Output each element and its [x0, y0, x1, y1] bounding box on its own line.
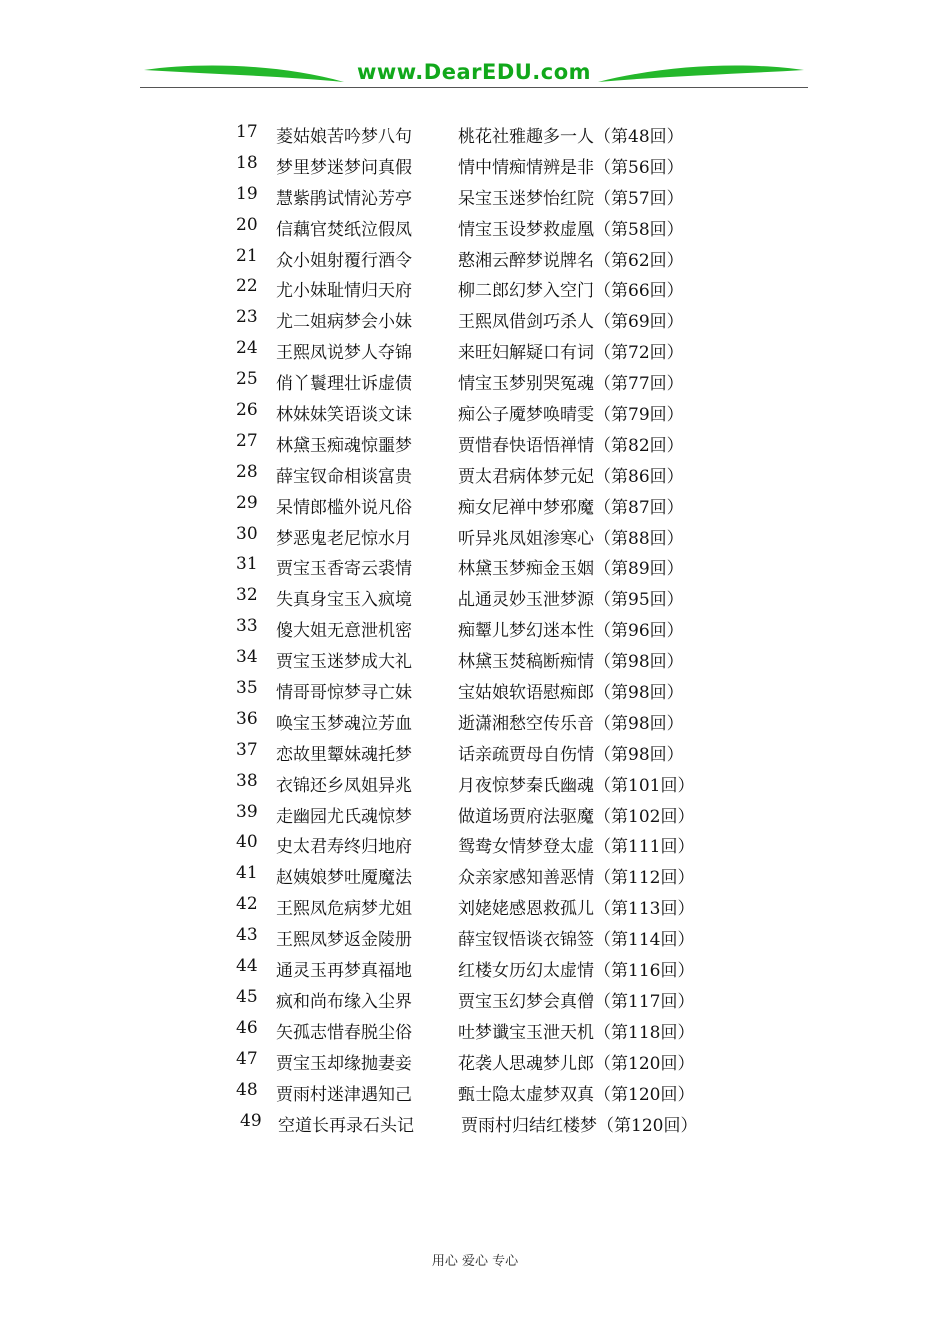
couplet-second-line: 林黛玉焚稿断痴情（第98回）	[458, 652, 684, 673]
couplet-second-line: 情宝玉设梦救虚凰（第58回）	[458, 219, 684, 240]
row-number: 41	[236, 863, 258, 884]
row-number: 31	[236, 554, 258, 575]
couplet-second-line: 红楼女历幻太虚情（第116回）	[458, 961, 695, 982]
row-number: 29	[236, 492, 258, 513]
list-item	[232, 303, 732, 334]
list-item	[232, 890, 732, 921]
list-item	[232, 458, 732, 489]
list-item	[232, 767, 732, 798]
row-number: 48	[236, 1079, 258, 1100]
couplet-second-line: 桃花社雅趣多一人（第48回）	[458, 127, 684, 147]
couplet-second-line: 刘姥姥感恩救孤儿（第113回）	[458, 899, 695, 920]
list-item	[232, 736, 732, 767]
couplet-second-line: 贾宝玉幻梦会真僧（第117回）	[458, 991, 695, 1012]
couplet-first-line: 赵姨娘梦吐魇魔法	[276, 868, 412, 889]
couplet-second-line: 众亲家感知善恶情（第112回）	[458, 868, 695, 889]
row-number: 32	[236, 585, 258, 606]
couplet-second-line: 甄士隐太虚梦双真（第120回）	[458, 1084, 695, 1105]
row-number: 27	[236, 430, 258, 451]
couplet-first-line: 情哥哥惊梦寻亡妹	[276, 683, 412, 704]
list-item	[232, 1107, 732, 1138]
list-item	[232, 211, 732, 242]
list-item	[232, 365, 732, 396]
couplet-second-line: 林黛玉梦痴金玉姻（第89回）	[458, 559, 684, 580]
couplet-second-line: 花袭人思魂梦儿郎（第120回）	[458, 1053, 695, 1074]
couplet-first-line: 史太君寿终归地府	[276, 837, 412, 858]
couplet-first-line: 俏丫鬟理壮诉虚债	[276, 374, 412, 395]
couplet-second-line: 听异兆凤姐渗寒心（第88回）	[458, 528, 684, 549]
row-number: 49	[240, 1110, 262, 1131]
row-number: 26	[236, 400, 258, 421]
row-number: 45	[236, 986, 258, 1007]
couplet-first-line: 林妹妹笑语谈文诔	[276, 405, 412, 426]
list-item	[232, 427, 732, 458]
couplet-second-line: 情宝玉梦别哭冤魂（第77回）	[458, 374, 684, 395]
couplet-second-line: 情中情痴情辨是非（第56回）	[458, 157, 684, 178]
list-item	[232, 489, 732, 520]
couplet-second-line: 宝姑娘软语慰痴郎（第98回）	[458, 683, 684, 704]
list-item	[232, 118, 732, 149]
couplet-second-line: 憨湘云醉梦说牌名（第62回）	[458, 250, 684, 271]
couplet-second-line: 月夜惊梦秦氏幽魂（第101回）	[458, 775, 695, 796]
list-item	[232, 674, 732, 705]
couplet-first-line: 薛宝钗命相谈富贵	[276, 466, 412, 487]
row-number: 40	[236, 832, 258, 853]
couplet-second-line: 做道场贾府法驱魔（第102回）	[458, 806, 695, 827]
list-item	[232, 396, 732, 427]
couplet-second-line: 痴颦儿梦幻迷本性（第96回）	[458, 621, 684, 642]
row-number: 25	[236, 369, 258, 390]
row-number: 18	[236, 152, 258, 173]
row-number: 22	[236, 276, 258, 297]
couplet-first-line: 疯和尚布缘入尘界	[276, 991, 412, 1012]
list-item	[232, 149, 732, 180]
list-item	[232, 581, 732, 612]
couplet-second-line: 呆宝玉迷梦怡红院（第57回）	[458, 188, 684, 209]
couplet-first-line: 菱姑娘苦吟梦八句	[276, 127, 412, 147]
couplet-second-line: 痴女尼禅中梦邪魔（第87回）	[458, 497, 684, 518]
couplet-first-line: 梦里梦迷梦问真假	[276, 157, 412, 178]
chapter-list	[232, 118, 732, 1137]
couplet-first-line: 众小姐射覆行酒令	[276, 250, 412, 271]
list-item	[232, 798, 732, 829]
couplet-first-line: 王熙凤危病梦尤姐	[276, 899, 412, 920]
couplet-first-line: 贾宝玉香寄云裘情	[276, 559, 412, 580]
couplet-second-line: 王熙凤借剑巧杀人（第69回）	[458, 312, 684, 333]
row-number: 23	[236, 307, 258, 328]
couplet-first-line: 傻大姐无意泄机密	[276, 621, 412, 642]
couplet-first-line: 唤宝玉梦魂泣芳血	[276, 713, 412, 734]
couplet-first-line: 尤小妹耻情归天府	[276, 281, 412, 302]
couplet-second-line: 话亲疏贾母自伤情（第98回）	[458, 744, 684, 765]
row-number: 28	[236, 461, 258, 482]
list-item	[232, 550, 732, 581]
couplet-second-line: 薛宝钗悟谈衣锦签（第114回）	[458, 930, 695, 951]
row-number: 33	[236, 616, 258, 637]
row-number: 20	[236, 214, 258, 235]
couplet-second-line: 来旺妇解疑口有词（第72回）	[458, 343, 684, 364]
couplet-first-line: 贾雨村迷津遇知己	[276, 1084, 412, 1105]
list-item	[232, 643, 732, 674]
couplet-second-line: 鸳鸯女情梦登太虚（第111回）	[458, 837, 695, 858]
row-number: 17	[236, 122, 258, 142]
list-item	[232, 334, 732, 365]
couplet-first-line: 贾宝玉迷梦成大礼	[276, 652, 412, 673]
couplet-first-line: 通灵玉再梦真福地	[276, 961, 412, 982]
row-number: 21	[236, 245, 258, 266]
header-rule	[140, 87, 808, 88]
couplet-second-line: 贾太君病体梦元妃（第86回）	[458, 466, 684, 487]
row-number: 34	[236, 647, 258, 668]
list-item	[232, 952, 732, 983]
row-number: 36	[236, 708, 258, 729]
list-item	[232, 983, 732, 1014]
couplet-first-line: 失真身宝玉入疯境	[276, 590, 412, 611]
list-item	[232, 180, 732, 211]
couplet-second-line: 贾惜春快语悟禅情（第82回）	[458, 435, 684, 456]
couplet-second-line: 痴公子魇梦唤晴雯（第79回）	[458, 405, 684, 426]
list-item	[232, 242, 732, 273]
couplet-first-line: 走幽园尤氏魂惊梦	[276, 806, 412, 827]
couplet-first-line: 王熙凤说梦人夺锦	[276, 343, 412, 364]
row-number: 30	[236, 523, 258, 544]
couplet-first-line: 矢孤志惜春脱尘俗	[276, 1022, 412, 1043]
couplet-first-line: 尤二姐病梦会小妹	[276, 312, 412, 333]
row-number: 38	[236, 770, 258, 791]
row-number: 42	[236, 894, 258, 915]
row-number: 46	[236, 1017, 258, 1038]
list-item	[232, 272, 732, 303]
couplet-second-line: 乩通灵妙玉泄梦源（第95回）	[458, 590, 684, 611]
row-number: 44	[236, 956, 258, 977]
footer-text: 用心 爱心 专心	[431, 1254, 519, 1269]
couplet-first-line: 王熙凤梦返金陵册	[276, 930, 412, 951]
row-number: 47	[236, 1048, 258, 1069]
couplet-first-line: 空道长再录石头记	[278, 1115, 414, 1136]
list-item	[232, 612, 732, 643]
couplet-second-line: 柳二郎幻梦入空门（第66回）	[458, 281, 684, 302]
row-number: 19	[236, 183, 258, 204]
couplet-first-line: 呆情郎槛外说凡俗	[276, 497, 412, 518]
list-item	[232, 1014, 732, 1045]
couplet-first-line: 贾宝玉却缘抛妻妾	[276, 1053, 412, 1074]
couplet-first-line: 梦恶鬼老尼惊水月	[276, 528, 412, 549]
list-item	[232, 1076, 732, 1107]
couplet-second-line: 吐梦谶宝玉泄天机（第118回）	[458, 1022, 695, 1043]
list-item	[232, 859, 732, 890]
row-number: 43	[236, 925, 258, 946]
couplet-first-line: 慧紫鹃试情沁芳亭	[276, 188, 412, 209]
row-number: 24	[236, 338, 258, 359]
row-number: 35	[236, 678, 258, 699]
row-number: 37	[236, 739, 258, 760]
row-number: 39	[236, 801, 258, 822]
couplet-first-line: 恋故里颦妹魂托梦	[276, 744, 412, 765]
couplet-second-line: 逝潇湘愁空传乐音（第98回）	[458, 713, 684, 734]
couplet-second-line: 贾雨村归结红楼梦（第120回）	[461, 1115, 698, 1136]
couplet-first-line: 衣锦还乡凤姐异兆	[276, 775, 412, 796]
couplet-first-line: 林黛玉痴魂惊噩梦	[276, 435, 412, 456]
list-item	[232, 1045, 732, 1076]
couplet-first-line: 信藕官焚纸泣假凤	[276, 219, 412, 240]
site-title: www.DearEDU.com	[356, 60, 592, 84]
list-item	[232, 520, 732, 551]
list-item	[232, 828, 732, 859]
list-item	[232, 921, 732, 952]
list-item	[232, 705, 732, 736]
